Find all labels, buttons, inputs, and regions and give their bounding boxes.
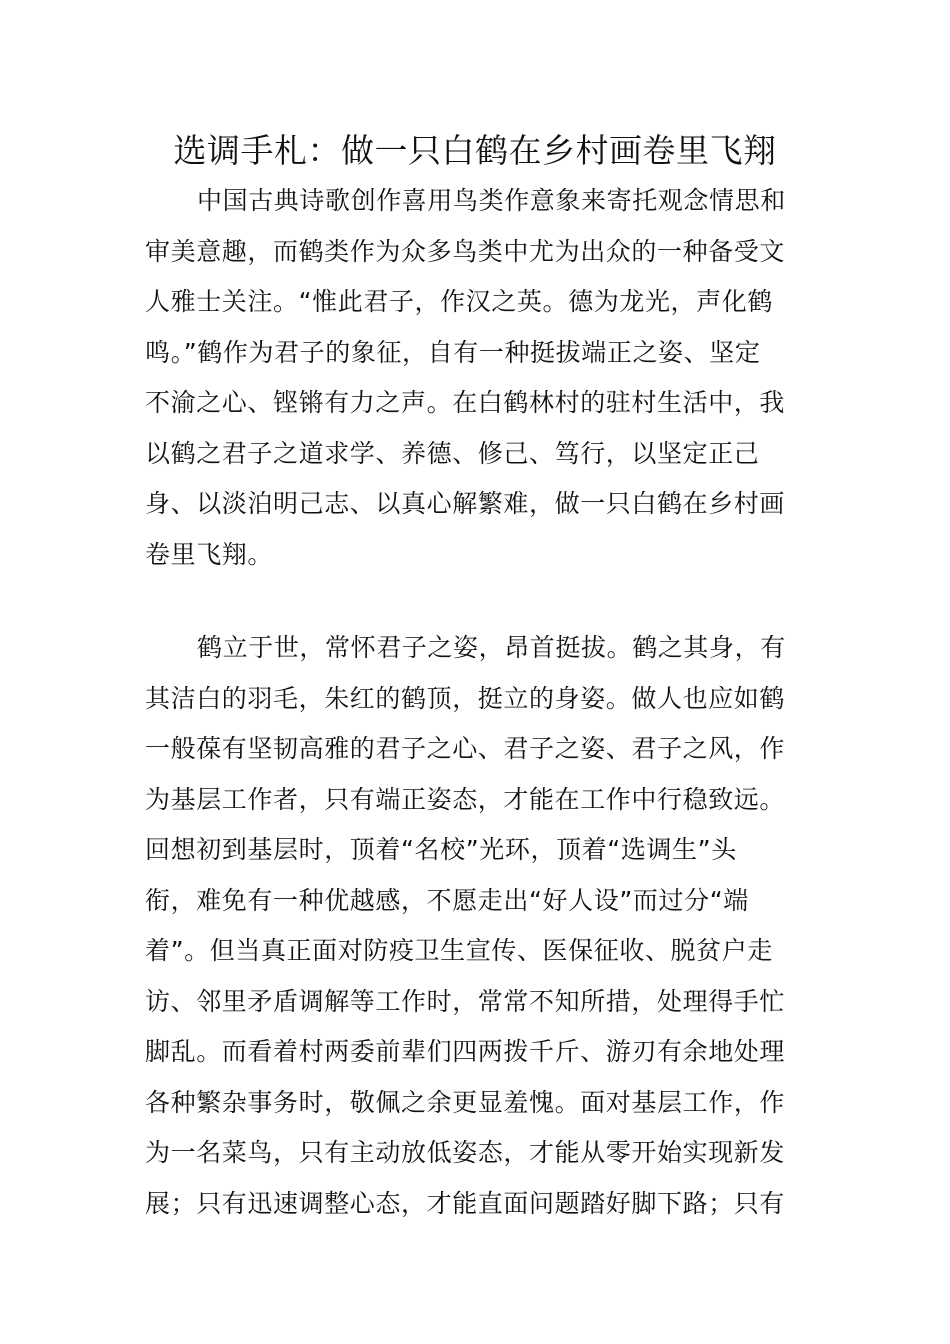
text-line: 着”。但当真正面对防疫卫生宣传、医保征收、脱贫户走: [145, 936, 773, 965]
document-title: 选调手札：做一只白鹤在乡村画卷里飞翔: [173, 131, 777, 170]
text-line: 鹤立于世，常怀君子之姿，昂首挺拔。鹤之其身，有: [197, 633, 786, 662]
paragraph-1: [145, 176, 809, 580]
text-line: 为基层工作者，只有端正姿态，才能在工作中行稳致远。: [145, 784, 786, 814]
text-line: 各种繁杂事务时，敬佩之余更显羞愧。面对基层工作，作: [145, 1087, 786, 1117]
text-line: 衔，难免有一种优越感，不愿走出“好人设”而过分“端: [145, 885, 749, 915]
text-line: 以鹤之君子之道求学、养德、修己、笃行，以坚定正己: [145, 438, 760, 468]
text-line: 身、以淡泊明己志、以真心解繁难，做一只白鹤在乡村画: [145, 489, 786, 518]
text-line: 脚乱。而看着村两委前辈们四两拨千斤、游刃有余地处理: [145, 1037, 786, 1066]
text-line: 一般葆有坚韧高雅的君子之心、君子之姿、君子之风，作: [145, 734, 786, 763]
text-line: 中国古典诗歌创作喜用鸟类作意象来寄托观念情思和: [197, 186, 786, 215]
text-line: 卷里飞翔。: [145, 539, 274, 569]
text-line: 其洁白的羽毛，朱红的鹤顶，挺立的身姿。做人也应如鹤: [145, 683, 786, 713]
paragraph-2: [145, 623, 809, 1229]
text-line: 展；只有迅速调整心态，才能直面问题踏好脚下路；只有: [145, 1188, 786, 1218]
text-line: 审美意趣，而鹤类作为众多鸟类中尤为出众的一种备受文: [145, 236, 786, 266]
text-line: 访、邻里矛盾调解等工作时，常常不知所措，处理得手忙: [145, 986, 786, 1016]
text-line: 不渝之心、铿锵有力之声。在白鹤林村的驻村生活中，我: [145, 388, 786, 417]
text-line: 回想初到基层时，顶着“名校”光环，顶着“选调生”头: [145, 835, 737, 864]
text-line: 鸣。”鹤作为君子的象征，自有一种挺拔端正之姿、坚定: [145, 337, 761, 367]
text-line: 为一名菜鸟，只有主动放低姿态，才能从零开始实现新发: [145, 1138, 786, 1167]
text-line: 人雅士关注。“惟此君子，作汉之英。德为龙光，声化鹤: [145, 287, 773, 316]
